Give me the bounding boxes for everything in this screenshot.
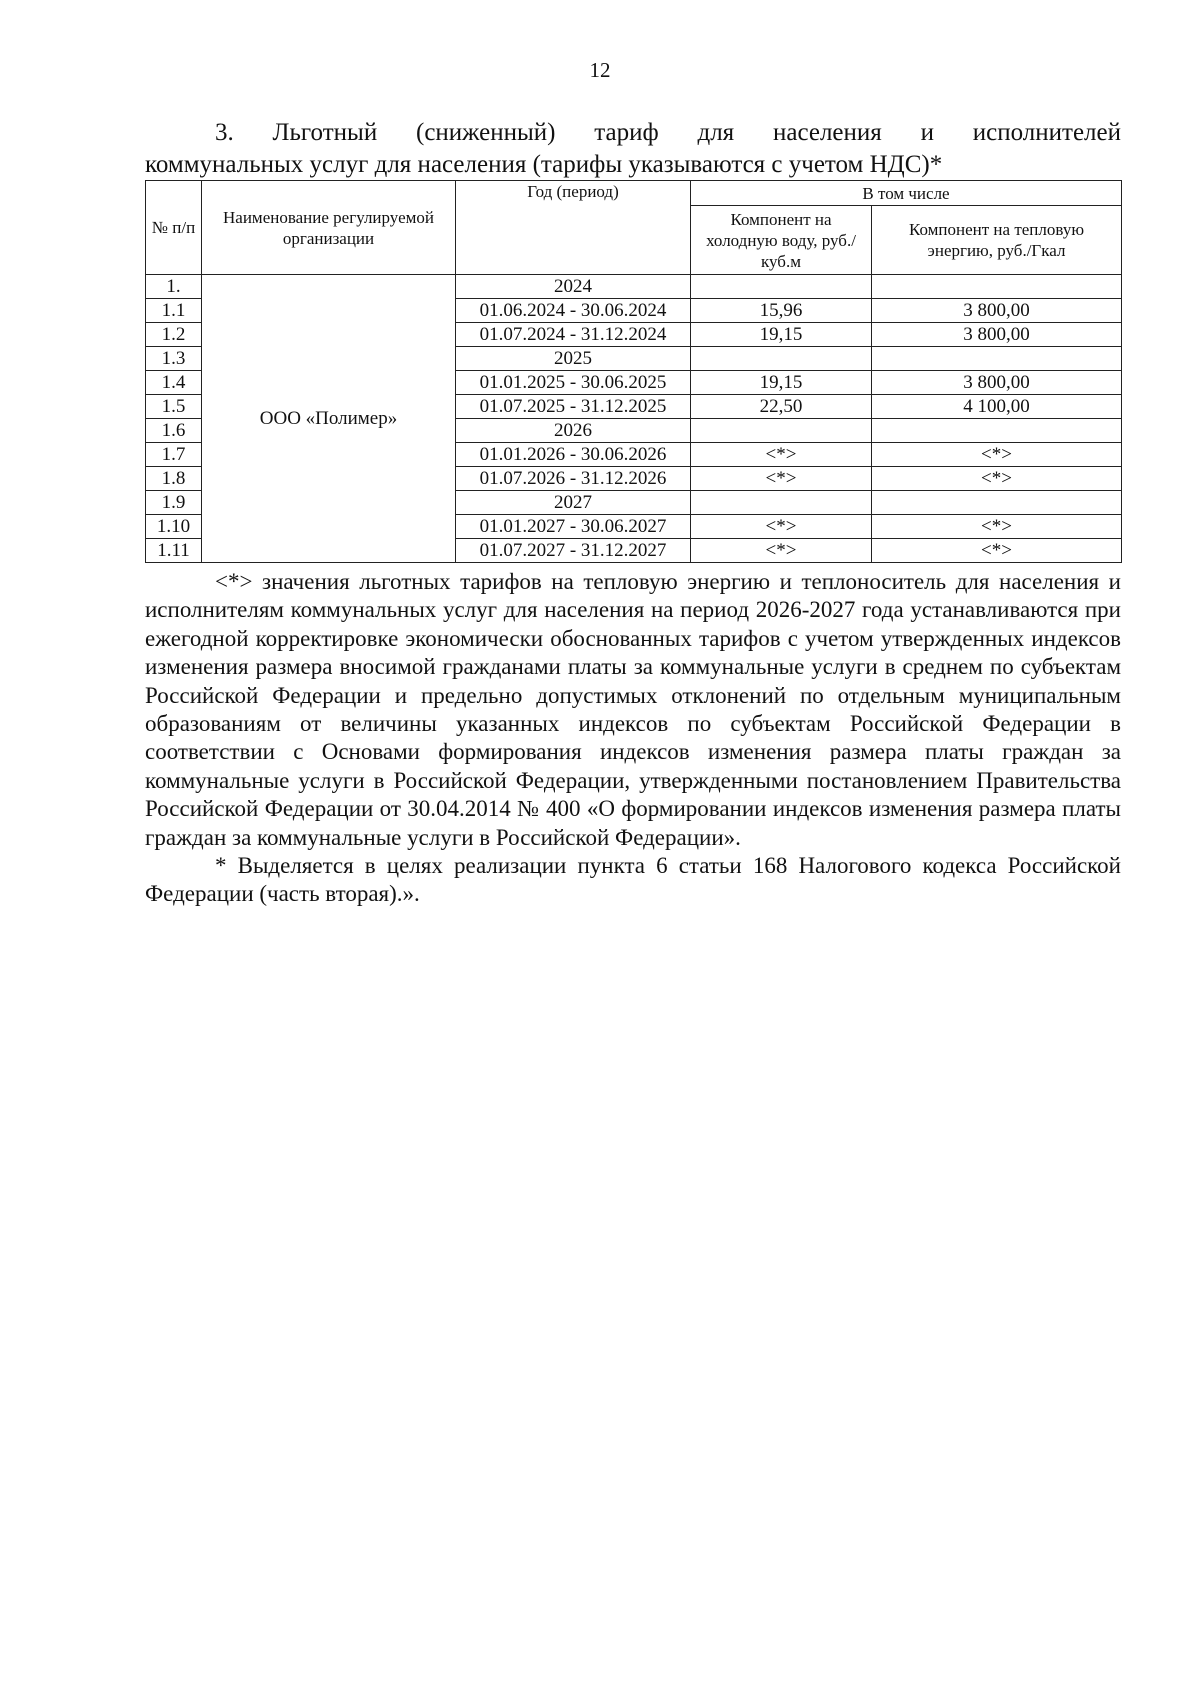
header-num: № п/п (146, 181, 202, 275)
header-organization: Наименование регулируемой организации (202, 181, 456, 275)
header-period: Год (период) (456, 181, 691, 275)
footnote-asterisk-bracket: <*> значения льготных тарифов на тепловую энергию и теплоноситель для населения и исполнителям коммунальных услуг для населения на период 2026-2027 года устанавливаются при ежегодной корректировке экономически обоснованных тарифов с учетом утвержденных индексов изменения размера вносимой гражданами платы за коммунальные услуги в среднем по субъектам Российской Федерации и предельно допустимых отклонений по отдельным муниципальным образованиям от величины указанных индексов по субъектам Российской Федерации в соответствии с Основами формирования индексов изменения размера платы граждан за коммунальные услуги в Российской Федерации, утвержденными постановлением Правительства Российской Федерации от 30.04.2014 № 400 «О формировании индексов изменения размера платы граждан за коммунальные услуги в Российской Федерации». (145, 569, 1121, 850)
row-heat (872, 491, 1122, 515)
row-period: 01.07.2024 - 31.12.2024 (456, 323, 691, 347)
row-period: 01.01.2026 - 30.06.2026 (456, 443, 691, 467)
row-period: 2027 (456, 491, 691, 515)
row-heat: <*> (872, 467, 1122, 491)
row-heat (872, 275, 1122, 299)
row-cold-water: 15,96 (691, 299, 872, 323)
heading-line-2: коммунальных услуг для населения (тарифы указываются с учетом НДС)* (145, 151, 943, 178)
row-num: 1.6 (146, 419, 202, 443)
row-heat: <*> (872, 515, 1122, 539)
header-cold-water: Компонент на холодную воду, руб./куб.м (691, 206, 872, 275)
row-num: 1.11 (146, 539, 202, 563)
row-num: 1.5 (146, 395, 202, 419)
row-heat: <*> (872, 539, 1122, 563)
footnotes (145, 568, 1121, 909)
row-period: 2026 (456, 419, 691, 443)
row-cold-water: <*> (691, 515, 872, 539)
row-cold-water: <*> (691, 443, 872, 467)
row-period: 01.07.2025 - 31.12.2025 (456, 395, 691, 419)
tariff-table (145, 180, 1122, 563)
row-period: 01.01.2027 - 30.06.2027 (456, 515, 691, 539)
row-heat (872, 419, 1122, 443)
row-period: 01.07.2026 - 31.12.2026 (456, 467, 691, 491)
row-num: 1. (146, 275, 202, 299)
row-heat: <*> (872, 443, 1122, 467)
row-cold-water: 19,15 (691, 323, 872, 347)
row-cold-water: 22,50 (691, 395, 872, 419)
row-heat (872, 347, 1122, 371)
row-num: 1.1 (146, 299, 202, 323)
row-heat: 3 800,00 (872, 299, 1122, 323)
row-num: 1.3 (146, 347, 202, 371)
row-cold-water (691, 347, 872, 371)
row-heat: 4 100,00 (872, 395, 1122, 419)
row-num: 1.9 (146, 491, 202, 515)
row-cold-water: <*> (691, 467, 872, 491)
row-num: 1.2 (146, 323, 202, 347)
row-num: 1.4 (146, 371, 202, 395)
row-cold-water: <*> (691, 539, 872, 563)
table-row (146, 275, 1122, 299)
row-period: 01.06.2024 - 30.06.2024 (456, 299, 691, 323)
heading-line-1: 3. Льготный (сниженный) тариф для населения и исполнителей (215, 119, 1121, 146)
row-period: 2024 (456, 275, 691, 299)
row-period: 2025 (456, 347, 691, 371)
row-num: 1.7 (146, 443, 202, 467)
header-heat: Компонент на тепловую энергию, руб./Гкал (872, 206, 1122, 275)
row-num: 1.8 (146, 467, 202, 491)
row-cold-water (691, 419, 872, 443)
row-heat: 3 800,00 (872, 371, 1122, 395)
organization-name: ООО «Полимер» (202, 275, 456, 563)
row-cold-water: 19,15 (691, 371, 872, 395)
header-including: В том числе (691, 181, 1122, 206)
row-heat: 3 800,00 (872, 323, 1122, 347)
section-heading (145, 117, 1121, 181)
row-num: 1.10 (146, 515, 202, 539)
row-cold-water (691, 491, 872, 515)
footnote-asterisk: * Выделяется в целях реализации пункта 6 статьи 168 Налогового кодекса Российской Федерации (часть вторая).». (145, 853, 1121, 907)
row-period: 01.07.2027 - 31.12.2027 (456, 539, 691, 563)
row-cold-water (691, 275, 872, 299)
page-number: 12 (589, 58, 611, 82)
row-period: 01.01.2025 - 30.06.2025 (456, 371, 691, 395)
